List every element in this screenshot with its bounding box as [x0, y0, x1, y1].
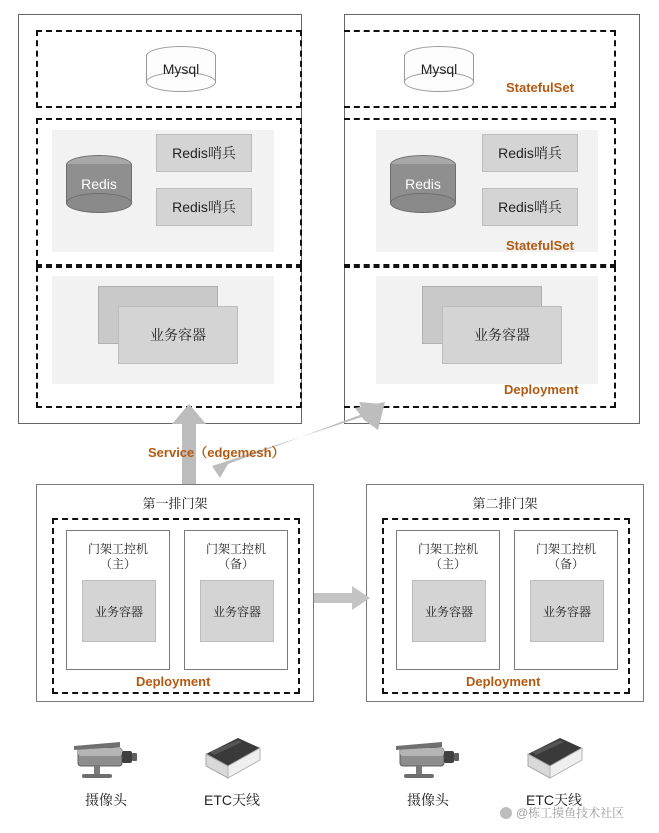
gantry-second-primary-title [396, 540, 500, 574]
mysql-db-left [146, 46, 216, 92]
gantry-first-primary-container: 业务容器 [82, 580, 156, 642]
device-caption-antenna-2: ETC天线 [526, 792, 582, 808]
mysql-db-right [404, 46, 474, 92]
gantry-second-primary-title-line2: （主） [429, 557, 466, 571]
gantry-second-standby-title-line2: （备） [547, 557, 584, 571]
business-container-right: 业务容器 [442, 306, 562, 364]
gantry-first-standby-title-line2: （备） [217, 557, 254, 571]
gantry-first-standby-container: 业务容器 [200, 580, 274, 642]
redis-statefulset-label: StatefulSet [506, 238, 574, 253]
gantry-second-standby-title [514, 540, 618, 574]
gantry-first-primary-title [66, 540, 170, 574]
gantry-first-title: 第一排门架 [142, 495, 208, 511]
redis-sentinel-left-2: Redis哨兵 [156, 188, 252, 226]
mysql-statefulset-label: StatefulSet [506, 80, 574, 95]
cylinder-bottom [66, 193, 132, 213]
antenna-icon [198, 734, 268, 786]
device-caption-camera-2: 摄像头 [407, 792, 449, 808]
watermark-icon [500, 807, 512, 819]
gantry-second-standby-title-line1: 门架工控机 [535, 542, 596, 556]
gantry-second-standby-container: 业务容器 [530, 580, 604, 642]
deployment-label-cluster: Deployment [504, 382, 579, 397]
gantry-first-primary-title-line1: 门架工控机 [87, 542, 148, 556]
cylinder-bottom [390, 193, 456, 213]
gantry-second-primary-title-line1: 门架工控机 [417, 542, 478, 556]
business-container-left: 业务容器 [118, 306, 238, 364]
redis-db-right-label: Redis [405, 176, 441, 192]
antenna-icon [520, 734, 590, 786]
camera-icon [68, 738, 144, 786]
redis-sentinel-right-2: Redis哨兵 [482, 188, 578, 226]
redis-sentinel-left-1: Redis哨兵 [156, 134, 252, 172]
camera-icon [390, 738, 466, 786]
redis-db-right [390, 155, 456, 213]
watermark [500, 804, 624, 821]
watermark-text: @栋工摸鱼技术社区 [516, 806, 625, 820]
device-caption-camera-1: 摄像头 [85, 792, 127, 808]
gantry-first-standby-title [184, 540, 288, 574]
gantry-second-primary-container: 业务容器 [412, 580, 486, 642]
mysql-statefulset-group-right [344, 30, 616, 108]
mysql-db-right-label: Mysql [420, 61, 458, 77]
gantry-first-primary-title-line2: （主） [99, 557, 136, 571]
redis-sentinel-right-1: Redis哨兵 [482, 134, 578, 172]
gantry-second-deployment-label: Deployment [466, 674, 541, 689]
gantry-first-deployment-label: Deployment [136, 674, 211, 689]
redis-db-left [66, 155, 132, 213]
device-caption-antenna-1: ETC天线 [204, 792, 260, 808]
mysql-db-left-label: Mysql [162, 61, 200, 77]
gantry-first-standby-title-line1: 门架工控机 [205, 542, 266, 556]
gantry-link-arrow [314, 586, 370, 610]
gantry-second-title: 第二排门架 [472, 495, 538, 511]
service-label: Service（edgemesh） [148, 445, 285, 460]
redis-db-left-label: Redis [81, 176, 117, 192]
